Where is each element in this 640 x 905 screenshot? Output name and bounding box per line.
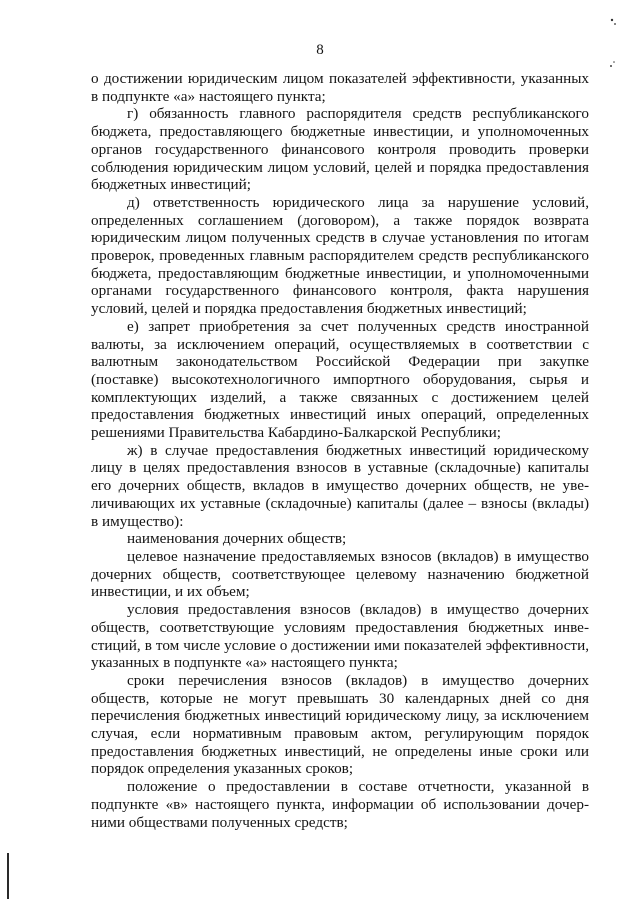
- paragraph: о достижении юридическим лицом показателей эффективности, указанных в подпункте «а» настоящего пункта;: [91, 70, 589, 105]
- paragraph: ж) в случае предоставления бюджетных инвестиций юридическому лицу в целях предоставления взносов в уставные (складочные) капиталы его дочерних обществ, вкладов в имущество дочерних обществ, не увеличивающих их уставные (складочные) капиталы (далее – взносы (вклады) в имущество):: [91, 441, 589, 530]
- paragraph: наименования дочерних обществ;: [127, 530, 347, 548]
- scan-specks: [590, 14, 620, 74]
- paragraph: г) обязанность главного распорядителя средств республиканского бюджета, предоставляющего бюджетные инвестиции, и уполномоченных органов государственного финансового контроля проводить проверки соблюдения юридическим лицом условий, целей и порядка предоставления бюджетных инвестиций;: [91, 105, 589, 194]
- paragraph: целевое назначение предоставляемых взносов (вкладов) в имущество дочерних обществ, соответствующее целевому назначению бюджетной инвестиции, и их объем;: [91, 547, 589, 601]
- scan-margin-mark: [7, 853, 9, 899]
- body-text: [91, 70, 589, 831]
- paragraph: е) запрет приобретения за счет полученных средств иностранной валюты, за исключением операций, осуществляемых в соответствии с валютным законодательством Российской Федерации при закупке (поставке) высокотехнологичного импортного оборудования, сырья и комплектующих изделий, а также связанных с достижением целей предоставления бюджетных инвестиций иных операций, определенных решениями Правительства Кабардино-Балкарской Республики;: [91, 317, 589, 442]
- page-number: 8: [316, 42, 324, 58]
- paragraph: условия предоставления взносов (вкладов) в имущество дочерних обществ, соответствующие условиям предоставления бюджетных инвестиций, в том числе условие о достижении ими показателей эффективности, указанных в подпункте «а» настоящего пункта;: [91, 601, 589, 672]
- paragraph: д) ответственность юридического лица за нарушение условий, определенных соглашением (договором), а также порядок возврата юридическим лицом полученных средств в случае установления по итогам проверок, проведенных главным распорядителем средств республиканского бюджета, предоставляющим бюджетные инвестиции, и уполномоченными органами государственного финансового контроля, факта нарушения условий, целей и порядка предоставления бюджетных инвестиций;: [91, 193, 589, 318]
- paragraph: сроки перечисления взносов (вкладов) в имущество дочерних обществ, которые не могут превышать 30 календарных дней со дня перечисления бюджетных инвестиций юридическому лицу, за исключением случая, если нормативным правовым актом, регулирующим порядок предоставления бюджетных инвестиций, не определены иные сроки или порядок определения указанных сроков;: [91, 671, 589, 778]
- paragraph: положение о предоставлении в составе отчетности, указанной в подпункте «в» настоящего пункта, информации об использовании дочерними обществами полученных средств;: [91, 778, 589, 831]
